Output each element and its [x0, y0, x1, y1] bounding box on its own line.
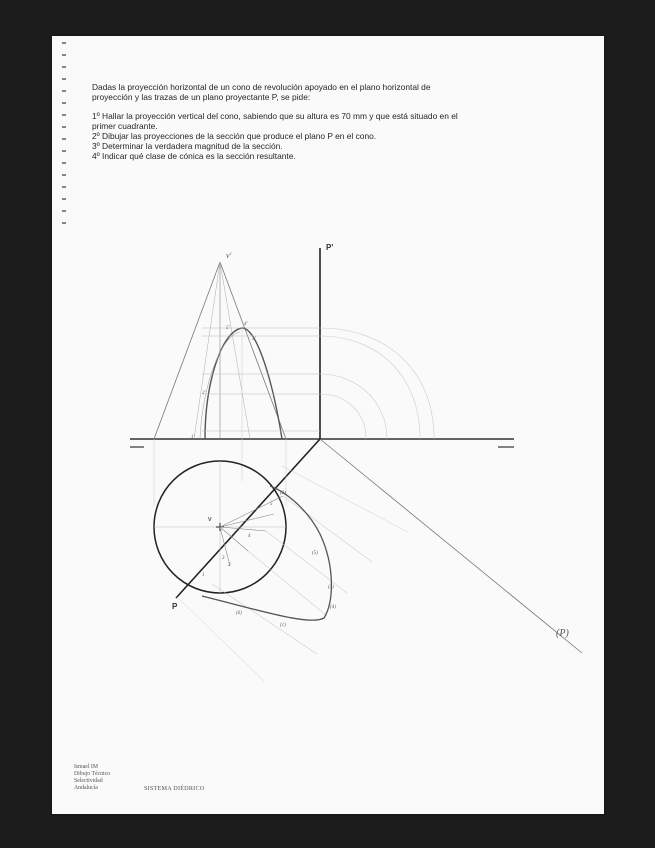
plan-generatrix-3: [220, 527, 266, 531]
rotation-arc-1: [320, 328, 434, 439]
label-pt-r5: (5): [312, 551, 318, 556]
task-4: 4º Indicar qué clase de cónica es la sección resultante.: [92, 151, 296, 161]
footer-subject: Dibujo Técnico: [74, 771, 111, 777]
label-pt-r1: (1): [280, 623, 286, 628]
footer-course: Selectividad: [74, 778, 103, 784]
plan-generatrix-2: [220, 514, 274, 527]
intro-line-2: proyección y las trazas de un plano proyectante P, se pide:: [92, 92, 311, 102]
rotation-arc-4: [320, 394, 366, 439]
label-pt-5: 5: [270, 502, 273, 507]
label-pt-2: 2: [228, 563, 231, 568]
rotation-arc-3: [320, 374, 387, 439]
trace-horizontal-line: [176, 439, 320, 598]
label-pt-3: 3: [222, 556, 225, 561]
true-size-projector-3: [248, 551, 327, 616]
label-pt-1: 1: [202, 573, 205, 578]
label-trace-horizontal: P: [172, 602, 178, 611]
label-pt-r4: (4): [330, 605, 336, 610]
label-pt-4p: 4': [244, 322, 248, 327]
footer-author: Ismael IM: [74, 764, 98, 770]
label-pt-4: 4: [248, 534, 251, 539]
task-1-line-1: 1º Hallar la proyección vertical del cono, sabiendo que su altura es 70 mm y que está situado en el: [92, 111, 458, 121]
label-true-size-plane: (P): [556, 628, 569, 639]
task-1-line-2: primer cuadrante.: [92, 121, 158, 131]
label-pt-1p: 1': [191, 435, 195, 440]
footer-title: SISTEMA DIÉDRICO: [144, 785, 205, 792]
cone-generatrix-right: [220, 262, 286, 439]
footer-region: Andalucía: [74, 785, 98, 791]
label-trace-vertical: P': [326, 243, 334, 252]
label-pt-5p: 5': [226, 326, 230, 331]
cone-generatrix-inner-right: [220, 262, 250, 439]
label-pt-r3: (3): [328, 585, 334, 590]
label-apex-horizontal: v: [208, 516, 212, 523]
task-3: 3º Determinar la verdadera magnitud de la sección.: [92, 141, 283, 151]
rotated-plane-line: [320, 439, 582, 653]
label-pt-2p: 2': [202, 391, 206, 396]
intro-line-1: Dadas la proyección horizontal de un cono de revolución apoyado en el plano horizontal de: [92, 82, 431, 92]
label-pt-3p: 3': [252, 337, 256, 342]
rotation-arc-2: [320, 336, 420, 439]
footer-credits: [74, 764, 110, 792]
task-2: 2º Dibujar las proyecciones de la sección que produce el plano P en el cono.: [92, 131, 377, 141]
technical-drawing: [52, 36, 604, 814]
plan-generatrix-1: [220, 496, 283, 527]
label-pt-r2: (2): [280, 491, 286, 496]
true-size-projector-2: [266, 531, 347, 593]
exam-sheet: [52, 36, 604, 814]
section-vertical-projection: [205, 328, 282, 439]
cone-generatrix-inner-left: [194, 262, 220, 439]
label-pt-r6: (6): [236, 611, 242, 616]
plan-generatrix-4: [220, 527, 248, 551]
true-size-projector-6: [282, 466, 408, 532]
label-apex-vertical: v': [226, 251, 232, 260]
cone-generatrix-left: [154, 262, 220, 439]
